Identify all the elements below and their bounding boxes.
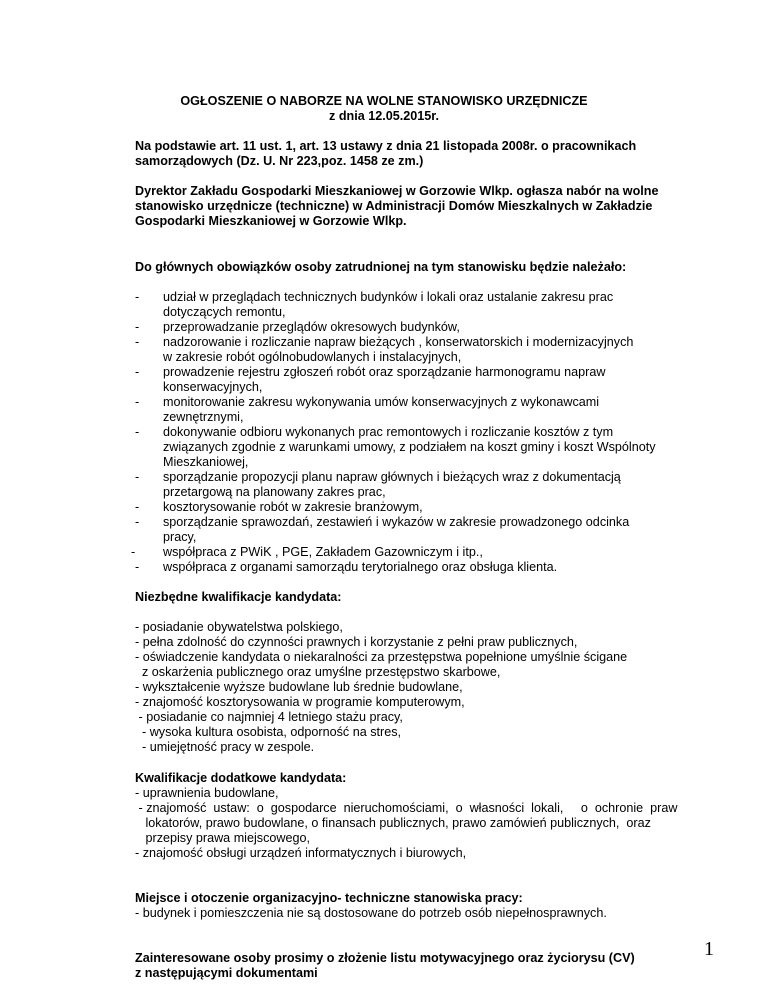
workplace-text: - budynek i pomieszczenia nie są dostosowane do potrzeb osób niepełnosprawnych. — [135, 906, 607, 920]
list-bullet: - — [135, 335, 140, 349]
list-item: - uprawnienia budowlane, — [135, 786, 279, 800]
list-item: konserwacyjnych, — [163, 380, 263, 394]
list-item: sporządzanie sprawozdań, zestawień i wykazów w zakresie prowadzonego odcinka — [163, 515, 630, 529]
list-item: pracy, — [163, 530, 197, 544]
list-bullet: - — [135, 500, 140, 514]
list-item: dokonywanie odbioru wykonanych prac remontowych i rozliczanie kosztów z tym — [163, 425, 614, 439]
announcement-line: Dyrektor Zakładu Gospodarki Mieszkaniowej w Gorzowie Wlkp. ogłasza nabór na wolne — [135, 184, 659, 198]
list-item: - pełna zdolność do czynności prawnych i korzystanie z pełni praw publicznych, — [135, 635, 578, 649]
list-item: kosztorysowanie robót w zakresie branżowym, — [163, 500, 423, 514]
list-item: w zakresie robót ogólnobudowlanych i instalacyjnych, — [163, 350, 462, 364]
list-bullet: - — [135, 395, 140, 409]
list-item: zewnętrznymi, — [163, 410, 244, 424]
list-bullet: - — [135, 470, 140, 484]
list-item: dotyczących remontu, — [163, 305, 286, 319]
list-item: monitorowanie zakresu wykonywania umów konserwacyjnych z wykonawcami — [163, 395, 600, 409]
list-bullet: - — [135, 560, 140, 574]
list-item: związanych zgodnie z warunkami umowy, z podziałem na koszt gminy i koszt Wspólnoty — [163, 440, 656, 454]
list-item: - znajomość obsługi urządzeń informatycznych i biurowych, — [135, 846, 467, 860]
list-bullet: - — [135, 320, 140, 334]
document-date: z dnia 12.05.2015r. — [329, 109, 439, 123]
list-item: - posiadanie co najmniej 4 letniego stażu pracy, — [135, 710, 403, 724]
list-item: lokatorów, prawo budowlane, o finansach publicznych, prawo zamówień publicznych, oraz — [135, 816, 651, 830]
list-item: z oskarżenia publicznego oraz umyślne przestępstwo skarbowe, — [135, 665, 501, 679]
list-item: udział w przeglądach technicznych budynków i lokali oraz ustalanie zakresu prac — [163, 290, 614, 304]
list-item: - znajomość ustaw: o gospodarce nieruchomościami, o własności lokali, o ochronie praw — [135, 801, 678, 815]
closing-line: z następującymi dokumentami — [135, 966, 318, 980]
list-bullet: - — [131, 545, 136, 559]
list-item: przeprowadzanie przeglądów okresowych budynków, — [163, 320, 460, 334]
list-item: współpraca z organami samorządu terytorialnego oraz obsługa klienta. — [163, 560, 558, 574]
list-item: prowadzenie rejestru zgłoszeń robót oraz sporządzanie harmonogramu napraw — [163, 365, 606, 379]
announcement-line: Gospodarki Mieszkaniowej w Gorzowie Wlkp. — [135, 214, 407, 228]
list-bullet: - — [135, 365, 140, 379]
announcement-line: stanowisko urzędnicze (techniczne) w Administracji Domów Mieszkalnych w Zakładzie — [135, 199, 653, 213]
list-item: przepisy prawa miejscowego, — [135, 831, 310, 845]
list-item: - znajomość kosztorysowania w programie komputerowym, — [135, 695, 465, 709]
list-bullet: - — [135, 515, 140, 529]
list-item: - wykształcenie wyższe budowlane lub średnie budowlane, — [135, 680, 463, 694]
list-item: Mieszkaniowej, — [163, 455, 249, 469]
list-item: sporządzanie propozycji planu napraw głównych i bieżących wraz z dokumentacją — [163, 470, 621, 484]
list-item: współpraca z PWiK , PGE, Zakładem Gazowniczym i itp., — [163, 545, 483, 559]
document-title: OGŁOSZENIE O NABORZE NA WOLNE STANOWISKO URZĘDNICZE — [180, 94, 588, 108]
list-item: - wysoka kultura osobista, odporność na stres, — [135, 725, 401, 739]
workplace-heading: Miejsce i otoczenie organizacyjno- techniczne stanowiska pracy: — [135, 891, 523, 905]
duties-heading: Do głównych obowiązków osoby zatrudnionej na tym stanowisku będzie należało: — [135, 260, 627, 274]
list-item: przetargową na planowany zakres prac, — [163, 485, 386, 499]
list-item: - umiejętność pracy w zespole. — [135, 740, 315, 754]
list-item: - posiadanie obywatelstwa polskiego, — [135, 620, 343, 634]
list-bullet: - — [135, 290, 140, 304]
list-item: nadzorowanie i rozliczanie napraw bieżących , konserwatorskich i modernizacyjnych — [163, 335, 634, 349]
additional-heading: Kwalifikacje dodatkowe kandydata: — [135, 771, 347, 785]
legal-basis-line: Na podstawie art. 11 ust. 1, art. 13 ustawy z dnia 21 listopada 2008r. o pracownikach — [135, 139, 637, 153]
requirements-heading: Niezbędne kwalifikacje kandydata: — [135, 590, 342, 604]
list-bullet: - — [135, 425, 140, 439]
page-number: 1 — [704, 938, 714, 960]
list-item: - oświadczenie kandydata o niekaralności za przestępstwa popełnione umyślnie ścigane — [135, 650, 628, 664]
legal-basis-line: samorządowych (Dz. U. Nr 223,poz. 1458 ze zm.) — [135, 154, 424, 168]
closing-line: Zainteresowane osoby prosimy o złożenie listu motywacyjnego oraz życiorysu (CV) — [135, 951, 635, 965]
